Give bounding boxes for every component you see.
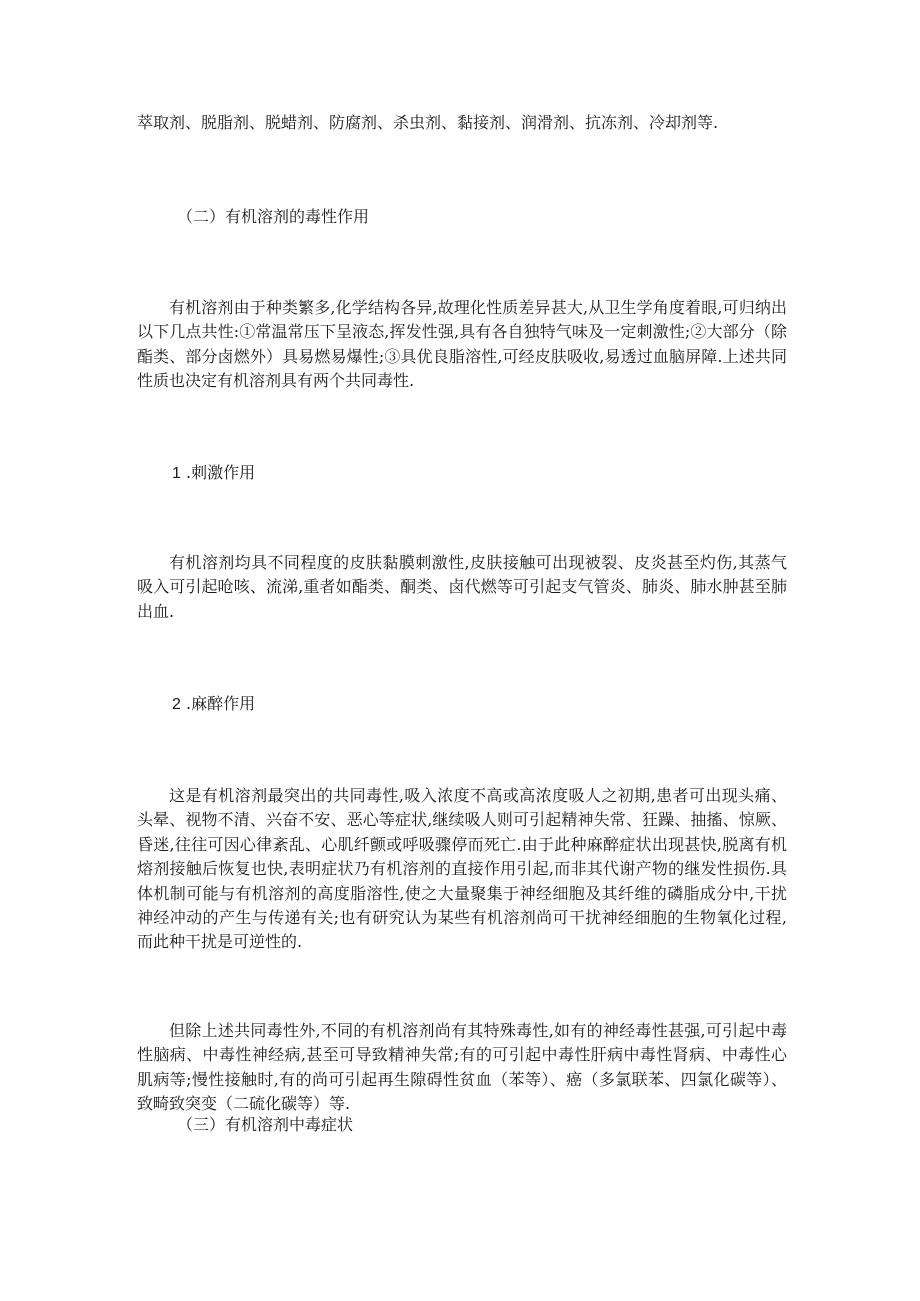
- paragraph-anesthesia: 这是有机溶剂最突出的共同毒性,吸入浓度不高或高浓度吸人之初期,患者可出现头痛、头晕、视物不清、兴奋不安、恶心等症状,继续吸人则可引起精神失常、狂躁、抽搐、惊厥、昏迷,往往可因心律紊乱、心肌纤颤或呼吸骤停而死亡.由于此种麻醉症状出现甚快,脱离有机熔剂接触后恢复也快,表明症状乃有机溶剂的直接作用引起,而非其代谢产物的继发性损伤.具体机制可能与有机溶剂的高度脂溶性,使之大量聚集于神经细胞及其纤维的磷脂成分中,干扰神经冲动的产生与传递有关;也有研究认为某些有机溶剂尚可干扰神经细胞的生物氧化过程,而此种干扰是可逆性的.: [137, 786, 787, 952]
- subheading-number: 1: [172, 465, 181, 482]
- subheading-title: .麻醉作用: [186, 694, 256, 713]
- paragraph-common-properties: 有机溶剂由于种类繁多,化学结构各异,故理化性质差异甚大,从卫生学角度着眼,可归纳出以下几点共性:①常温常压下呈液态,挥发性强,具有各自独特气味及一定刺激性;②大部分（除酯类、部分卤燃外）具易燃易爆性;③具优良脂溶性,可经皮肤吸收,易透过血脑屏障.上述共同性质也决定有机溶剂具有两个共同毒性.: [137, 298, 787, 391]
- subheading-number: 2: [172, 696, 181, 713]
- paragraph-special-toxicity: 但除上述共同毒性外,不同的有机溶剂尚有其特殊毒性,如有的神经毒性甚强,可引起中毒性脑病、中毒性神经病,甚至可导致精神失常;有的可引起中毒性肝病中毒性肾病、中毒性心肌病等;慢性接触时,有的尚可引起再生隙碍性贫血（苯等）、癌（多氯联苯、四氯化碳等）、致畸致突变（二硫化碳等）等.: [137, 1021, 787, 1114]
- section-heading-2: （二）有机溶剂的毒性作用: [177, 207, 370, 226]
- section-heading-3: （三）有机溶剂中毒症状: [177, 1115, 354, 1134]
- subheading-title: .刺激作用: [186, 463, 256, 482]
- subheading-anesthesia: [172, 693, 255, 716]
- paragraph-irritation: 有机溶剂均具不同程度的皮肤黏膜刺激性,皮肤接触可出现被裂、皮炎甚至灼伤,其蒸气吸入可引起呛咳、流涕,重者如酯类、酮类、卤代燃等可引起支气管炎、肺炎、肺水肿甚至肺出血.: [137, 553, 787, 621]
- continuation-line: 萃取剂、脱脂剂、脱蜡剂、防腐剂、杀虫剂、黏接剂、润滑剂、抗冻剂、冷却剂等.: [137, 113, 719, 132]
- subheading-irritation: [172, 462, 255, 485]
